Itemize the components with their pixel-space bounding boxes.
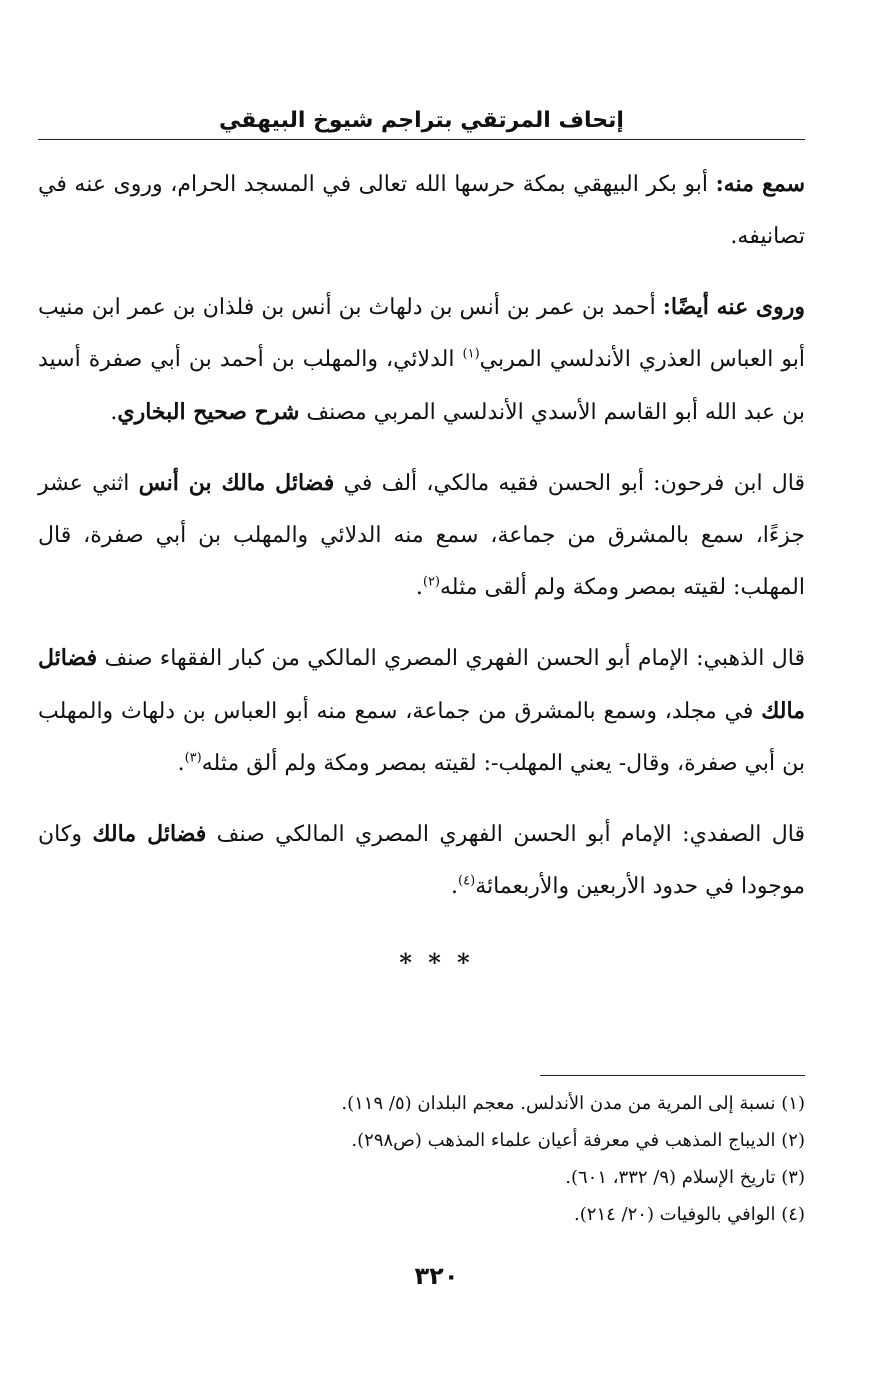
- bold-title: فضائل مالك: [92, 821, 207, 847]
- page-number: ٣٢٠: [414, 1262, 459, 1290]
- paragraph-text: اثني عشر جزءًا، سمع بالمشرق من جماعة، سمع منه الدلائي والمهلب بن أبي صفرة، قال المهلب: لقيته بمصر ومكة ولم ألقى مثله: [38, 471, 805, 600]
- header-rule: [38, 139, 805, 140]
- paragraph-text: .: [177, 751, 185, 776]
- paragraph-text: أبو بكر البيهقي بمكة حرسها الله تعالى في المسجد الحرام، وروى عنه في تصانيفه.: [38, 172, 805, 249]
- bold-title: فضائل مالك: [38, 645, 805, 724]
- footnote-ref: (٢): [422, 574, 440, 590]
- running-header-title: إتحاف المرتقي بتراجم شيوخ البيهقي: [219, 108, 624, 133]
- paragraph-lead: سمع منه:: [715, 171, 805, 197]
- bold-title: فضائل مالك بن أنس: [138, 470, 335, 496]
- footnote-ref: (١): [462, 346, 480, 362]
- paragraph-text: وكان موجودا في حدود الأربعين والأربعمائة: [38, 822, 805, 899]
- footnotes: [38, 1085, 805, 1233]
- paragraph-2: [38, 281, 805, 439]
- paragraph-5: [38, 808, 805, 913]
- paragraph-text: الدلائي، والمهلب بن أحمد بن أبي صفرة أسيد بن عبد الله أبو القاسم الأسدي الأندلسي المربي مصنف: [38, 347, 805, 425]
- paragraph-text: في مجلد، وسمع بالمشرق من جماعة، سمع منه أبو العباس بن دلهاث والمهلب بن أبي صفرة، وقال- يعني المهلب-: لقيته بمصر ومكة ولم ألق مثله: [38, 699, 805, 776]
- paragraph-4: [38, 632, 805, 790]
- paragraph-1: [38, 158, 805, 263]
- paragraph-lead: وروى عنه أيضًا:: [662, 294, 805, 320]
- footnote-ref: (٤): [458, 873, 476, 889]
- footnote-2: (٢) الديباج المذهب في معرفة أعيان علماء المذهب (ص٢٩٨).: [351, 1130, 805, 1151]
- paragraph-text: .: [415, 575, 423, 600]
- paragraph-text: قال ابن فرحون: أبو الحسن فقيه مالكي، ألف في: [334, 471, 806, 496]
- paragraph-3: [38, 457, 805, 614]
- bold-title: شرح صحيح البخاري: [117, 399, 300, 425]
- paragraph-text: قال الصفدي: الإمام أبو الحسن الفهري المصري المالكي صنف: [206, 822, 805, 847]
- footnote-ref: (٣): [184, 750, 202, 766]
- paragraph-text: أحمد بن عمر بن أنس بن دلهاث بن أنس بن فلذان بن عمر ابن منيب أبو العباس العذري الأندلسي المربي: [38, 295, 805, 372]
- footnote-rule: [540, 1075, 805, 1076]
- footnote-4: (٤) الوافي بالوفيات (٢٠/ ٢١٤).: [574, 1204, 805, 1225]
- paragraph-text: قال الذهبي: الإمام أبو الحسن الفهري المصري المالكي من كبار الفقهاء صنف: [97, 646, 805, 671]
- paragraph-text: .: [451, 874, 459, 899]
- paragraph-text: .: [110, 400, 118, 425]
- footnote-3: (٣) تاريخ الإسلام (٩/ ٣٣٢، ٦٠١).: [565, 1167, 805, 1188]
- main-text: [38, 158, 805, 931]
- section-separator: * * *: [399, 948, 474, 977]
- footnote-1: (١) نسبة إلى المرية من مدن الأندلس. معجم البلدان (٥/ ١١٩).: [341, 1093, 805, 1114]
